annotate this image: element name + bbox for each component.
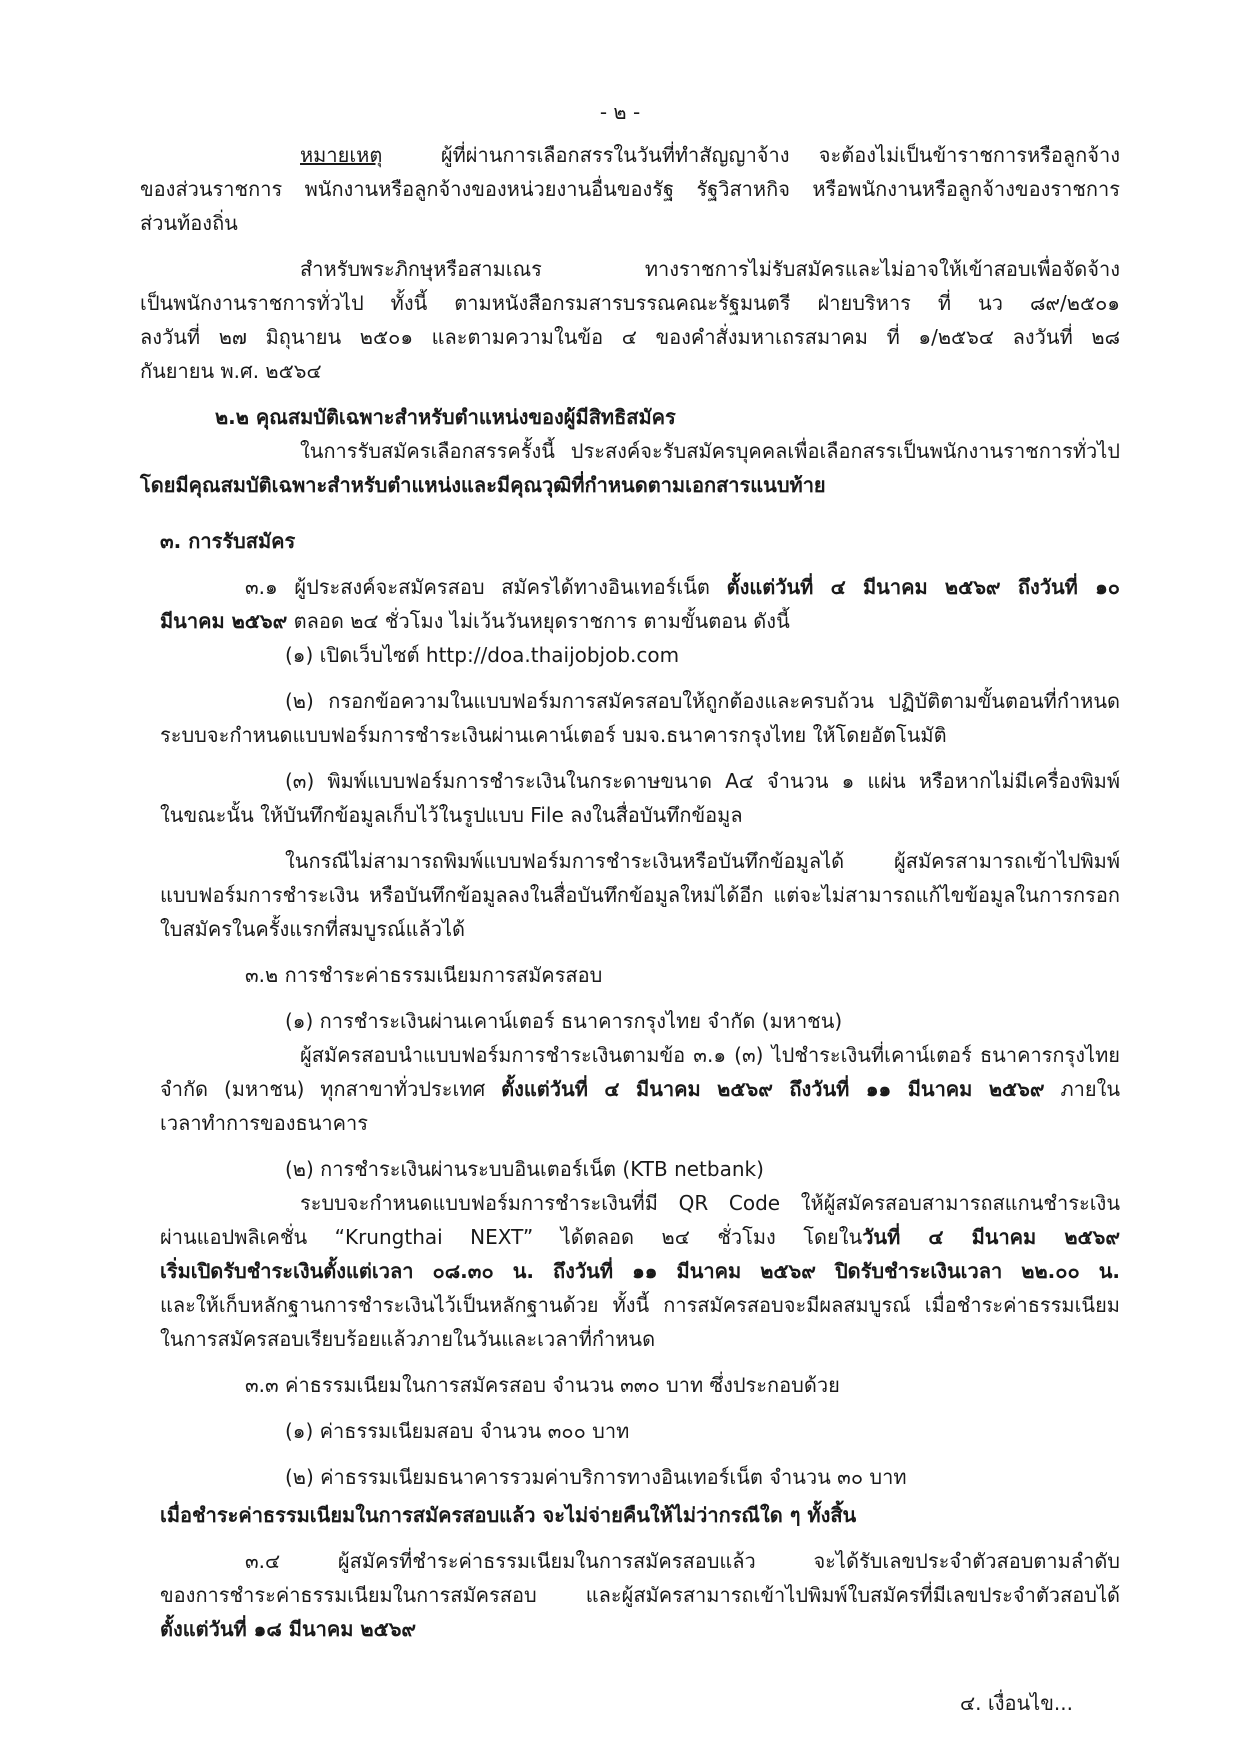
s3-1-text-b: ตลอด ๒๔ ชั่วโมง ไม่เว้นวันหยุดราชการ ตามขั้นตอน ดังนี้	[293, 609, 790, 633]
section-3-1-item-2-line-2: ระบบจะกำหนดแบบฟอร์มการชำระเงินผ่านเคาน์เตอร์ บมจ.ธนาคารกรุงไทย ให้โดยอัตโนมัติ	[160, 723, 947, 747]
section-3-2-heading: ๓.๒ การชำระค่าธรรมเนียมการสมัครสอบ	[245, 963, 603, 987]
section-3-3-item-1: (๑) ค่าธรรมเนียมสอบ จำนวน ๓๐๐ บาท	[285, 1419, 630, 1443]
s3-2-item-2-text-a: ผ่านแอปพลิเคชั่น “Krungthai NEXT” ได้ตลอด ๒๔ ชั่วโมง โดยใน	[160, 1225, 863, 1249]
section-3-1-item-3-line-2: ในขณะนั้น ให้บันทึกข้อมูลเก็บไว้ในรูปแบบ File ลงในสื่อบันทึกข้อมูล	[160, 803, 743, 827]
section-3-4-line-2: ของการชำระค่าธรรมเนียมในการสมัครสอบ และผู้สมัครสามารถเข้าไปพิมพ์ใบสมัครที่มีเลขประจำตัวสอบได้	[160, 1583, 1120, 1607]
s3-1-text-a: ๓.๑ ผู้ประสงค์จะสมัครสอบ สมัครได้ทางอินเทอร์เน็ต	[245, 575, 710, 599]
section-3-4-line-3: ตั้งแต่วันที่ ๑๘ มีนาคม ๒๕๖๙	[160, 1617, 417, 1641]
section-3-2-item-2-line-4: และให้เก็บหลักฐานการชำระเงินไว้เป็นหลักฐานด้วย ทั้งนี้ การสมัครสอบจะมีผลสมบูรณ์ เมื่อชำระค่าธรรมเนียม	[160, 1293, 1120, 1317]
section-3-heading: ๓. การรับสมัคร	[160, 529, 296, 553]
monk-line-2: เป็นพนักงานราชการทั่วไป ทั้งนี้ ตามหนังสือกรมสารบรรณคณะรัฐมนตรี ฝ่ายบริหาร ที่ นว ๘๙/๒๕๐๑	[140, 291, 1120, 315]
s3-2-text-a: จำกัด (มหาชน) ทุกสาขาทั่วประเทศ	[160, 1077, 486, 1101]
monk-line-1: สำหรับพระภิกษุหรือสามเณร ทางราชการไม่รับสมัครและไม่อาจให้เข้าสอบเพื่อจัดจ้าง	[300, 257, 1120, 281]
s3-2-date-range: ตั้งแต่วันที่ ๔ มีนาคม ๒๕๖๙ ถึงวันที่ ๑๑ มีนาคม ๒๕๖๙	[501, 1077, 1045, 1101]
section-3-1-item-1: (๑) เปิดเว็บไซต์ http://doa.thaijobjob.com	[285, 643, 680, 667]
section-3-1-item-2-line-1: (๒) กรอกข้อความในแบบฟอร์มการสมัครสอบให้ถูกต้องและครบถ้วน ปฏิบัติตามขั้นตอนที่กำหนด	[285, 689, 1120, 713]
section-3-2-item-2-line-2	[160, 1222, 1120, 1252]
section-3-1-para-line-2: แบบฟอร์มการชำระเงิน หรือบันทึกข้อมูลลงในสื่อบันทึกข้อมูลใหม่ได้อีก แต่จะไม่สามารถแก้ไขข้อมูลในการกรอก	[160, 883, 1120, 907]
page-number: - ๒ -	[599, 100, 641, 124]
monk-line-4: กันยายน พ.ศ. ๒๕๖๔	[140, 359, 322, 383]
section-3-2-item-1: (๑) การชำระเงินผ่านเคาน์เตอร์ ธนาคารกรุงไทย จำกัด (มหาชน)	[285, 1009, 843, 1033]
section-3-1-para-line-1: ในกรณีไม่สามารถพิมพ์แบบฟอร์มการชำระเงินหรือบันทึกข้อมูลได้ ผู้สมัครสามารถเข้าไปพิมพ์	[285, 849, 1120, 873]
note-line-1	[300, 140, 1120, 170]
section-3-2-item-2-line-3: เริ่มเปิดรับชำระเงินตั้งแต่เวลา ๐๘.๓๐ น. ถึงวันที่ ๑๑ มีนาคม ๒๕๖๙ ปิดรับชำระเงินเวลา ๒๒.๐๐ น.	[160, 1259, 1120, 1283]
monk-line-3: ลงวันที่ ๒๗ มิถุนายน ๒๕๐๑ และตามความในข้อ ๔ ของคำสั่งมหาเถรสมาคม ที่ ๑/๒๕๖๔ ลงวันที่ ๒๘	[140, 325, 1120, 349]
note-label: หมายเหตุ	[300, 143, 383, 167]
section-3-1-line-1	[245, 572, 1120, 602]
note-line-2: ของส่วนราชการ พนักงานหรือลูกจ้างของหน่วยงานอื่นของรัฐ รัฐวิสาหกิจ หรือพนักงานหรือลูกจ้างของราชการ	[140, 177, 1120, 201]
s3-2-item-2-date: วันที่ ๔ มีนาคม ๒๕๖๙	[862, 1225, 1120, 1249]
s3-1-date-end: มีนาคม ๒๕๖๙	[160, 609, 288, 633]
note-text-1: ผู้ที่ผ่านการเลือกสรรในวันที่ทำสัญญาจ้าง จะต้องไม่เป็นข้าราชการหรือลูกจ้าง	[440, 143, 1120, 167]
section-3-2-item-2: (๒) การชำระเงินผ่านระบบอินเตอร์เน็ต (KTB netbank)	[285, 1157, 764, 1181]
section-3-3-heading: ๓.๓ ค่าธรรมเนียมในการสมัครสอบ จำนวน ๓๓๐ บาท ซึ่งประกอบด้วย	[245, 1373, 840, 1397]
section-3-2-item-1-line-1: ผู้สมัครสอบนำแบบฟอร์มการชำระเงินตามข้อ ๓.๑ (๓) ไปชำระเงินที่เคาน์เตอร์ ธนาคารกรุงไทย	[300, 1043, 1120, 1067]
section-3-1-line-2	[160, 606, 790, 636]
section-3-4-line-1: ๓.๔ ผู้สมัครที่ชำระค่าธรรมเนียมในการสมัครสอบแล้ว จะได้รับเลขประจำตัวสอบตามลำดับ	[245, 1549, 1120, 1573]
section-3-3-warning: เมื่อชำระค่าธรรมเนียมในการสมัครสอบแล้ว จะไม่จ่ายคืนให้ไม่ว่ากรณีใด ๆ ทั้งสิ้น	[160, 1503, 857, 1527]
section-3-3-item-2: (๒) ค่าธรรมเนียมธนาคารรวมค่าบริการทางอินเทอร์เน็ต จำนวน ๓๐ บาท	[285, 1465, 907, 1489]
section-3-2-item-2-line-1: ระบบจะกำหนดแบบฟอร์มการชำระเงินที่มี QR Code ให้ผู้สมัครสอบสามารถสแกนชำระเงิน	[300, 1191, 1120, 1215]
section-3-1-item-3-line-1: (๓) พิมพ์แบบฟอร์มการชำระเงินในกระดาษขนาด A๔ จำนวน ๑ แผ่น หรือหากไม่มีเครื่องพิมพ์	[285, 769, 1120, 793]
s3-2-text-c: ภายใน	[1060, 1077, 1121, 1101]
s3-1-date-start: ตั้งแต่วันที่ ๔ มีนาคม ๒๕๖๙ ถึงวันที่ ๑๐	[726, 575, 1120, 599]
section-2-2-line-2: โดยมีคุณสมบัติเฉพาะสำหรับตำแหน่งและมีคุณวุฒิที่กำหนดตามเอกสารแนบท้าย	[140, 473, 826, 497]
section-3-2-item-1-line-3: เวลาทำการของธนาคาร	[160, 1111, 368, 1135]
section-2-2-heading: ๒.๒ คุณสมบัติเฉพาะสำหรับตำแหน่งของผู้มีสิทธิสมัคร	[215, 405, 676, 429]
section-2-2-line-1: ในการรับสมัครเลือกสรรครั้งนี้ ประสงค์จะรับสมัครบุคคลเพื่อเลือกสรรเป็นพนักงานราชการทั่วไป	[300, 439, 1120, 463]
section-3-2-item-1-line-2	[160, 1074, 1120, 1104]
section-3-1-para-line-3: ใบสมัครในครั้งแรกที่สมบูรณ์แล้วได้	[160, 917, 466, 941]
note-line-3: ส่วนท้องถิ่น	[140, 211, 238, 235]
continuation-note: ๔. เงื่อนไข...	[960, 1691, 1073, 1715]
section-3-2-item-2-line-5: ในการสมัครสอบเรียบร้อยแล้วภายในวันและเวลาที่กำหนด	[160, 1327, 656, 1351]
